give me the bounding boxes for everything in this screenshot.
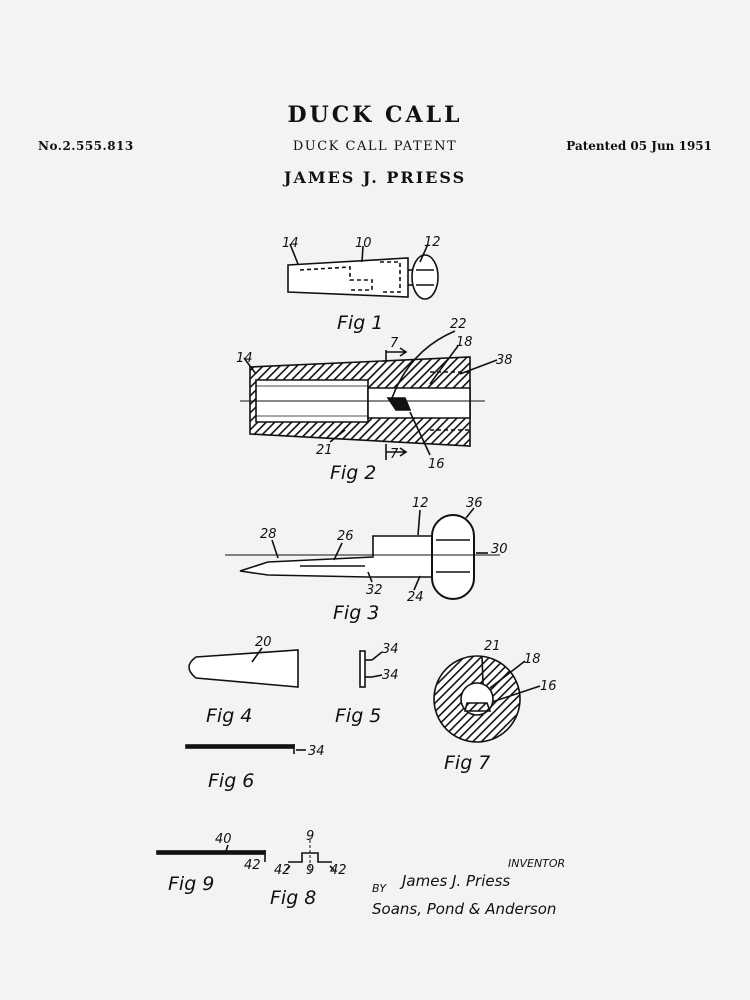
ref-7-top: 7 [390,336,399,351]
patent-date: Patented 05 Jun 1951 [566,139,712,153]
ref-26-fig3: 26 [337,529,354,544]
ref-21-fig7: 21 [484,639,501,654]
patent-number: No.2.555.813 [38,139,134,153]
figure-5-label: Fig 5 [335,705,382,727]
figure-1 [288,244,438,299]
ref-22-fig2: 22 [450,317,467,332]
ref-9-top-fig8: 9 [306,829,315,844]
figure-5 [360,651,382,687]
ref-20-fig4: 20 [255,635,272,650]
ref-10-fig1: 10 [355,236,372,251]
ref-18-fig7: 18 [524,652,541,667]
ref-12-fig3: 12 [412,496,429,511]
ref-36-fig3: 36 [466,496,483,511]
ref-28-fig3: 28 [260,527,277,542]
ref-30-fig3: 30 [491,542,508,557]
ref-34-fig6: 34 [308,744,325,759]
figure-1-label: Fig 1 [337,312,384,334]
ref-24-fig3: 24 [407,590,424,605]
ref-42-left-fig8: 42 [274,863,291,878]
ref-42-right-fig8: 42 [330,863,347,878]
figure-6-label: Fig 6 [208,770,255,792]
by-label: BY [372,882,387,895]
ref-38-fig2: 38 [496,353,513,368]
figure-2-label: Fig 2 [330,462,377,484]
inventor-heading: JAMES J. PRIESS [283,168,467,187]
ref-32-fig3: 32 [366,583,383,598]
figure-4 [189,648,298,687]
ref-21-fig2: 21 [316,443,333,458]
ref-16-fig7: 16 [540,679,557,694]
ref-14-fig2: 14 [236,351,253,366]
figure-9-label: Fig 9 [168,873,215,895]
page-subtitle: DUCK CALL PATENT [292,139,458,154]
ref-9-bottom-fig8: 9 [306,863,315,878]
ref-40-fig9: 40 [215,832,232,847]
ref-12-fig1: 12 [424,235,441,250]
figure-4-label: Fig 4 [206,705,253,727]
ref-34-top-fig5: 34 [382,642,399,657]
ref-34-bottom-fig5: 34 [382,668,399,683]
ref-16-fig2: 16 [428,457,445,472]
ref-42-fig9: 42 [244,858,261,873]
figure-6 [186,744,306,754]
ref-7-bottom: 7 [390,447,399,462]
inventor-signature: James J. Priess [402,872,511,890]
inventor-label: INVENTOR [508,857,566,870]
ref-18-fig2: 18 [456,335,473,350]
figure-7-label: Fig 7 [444,752,491,774]
attorneys-signature: Soans, Pond & Anderson [372,900,557,918]
figure-8-label: Fig 8 [270,887,317,909]
figure-3-label: Fig 3 [333,602,380,624]
figure-2 [240,331,497,460]
page-title: DUCK CALL [287,102,463,128]
figure-7 [434,656,540,742]
figure-3 [225,508,500,599]
ref-14-fig1: 14 [282,236,299,251]
